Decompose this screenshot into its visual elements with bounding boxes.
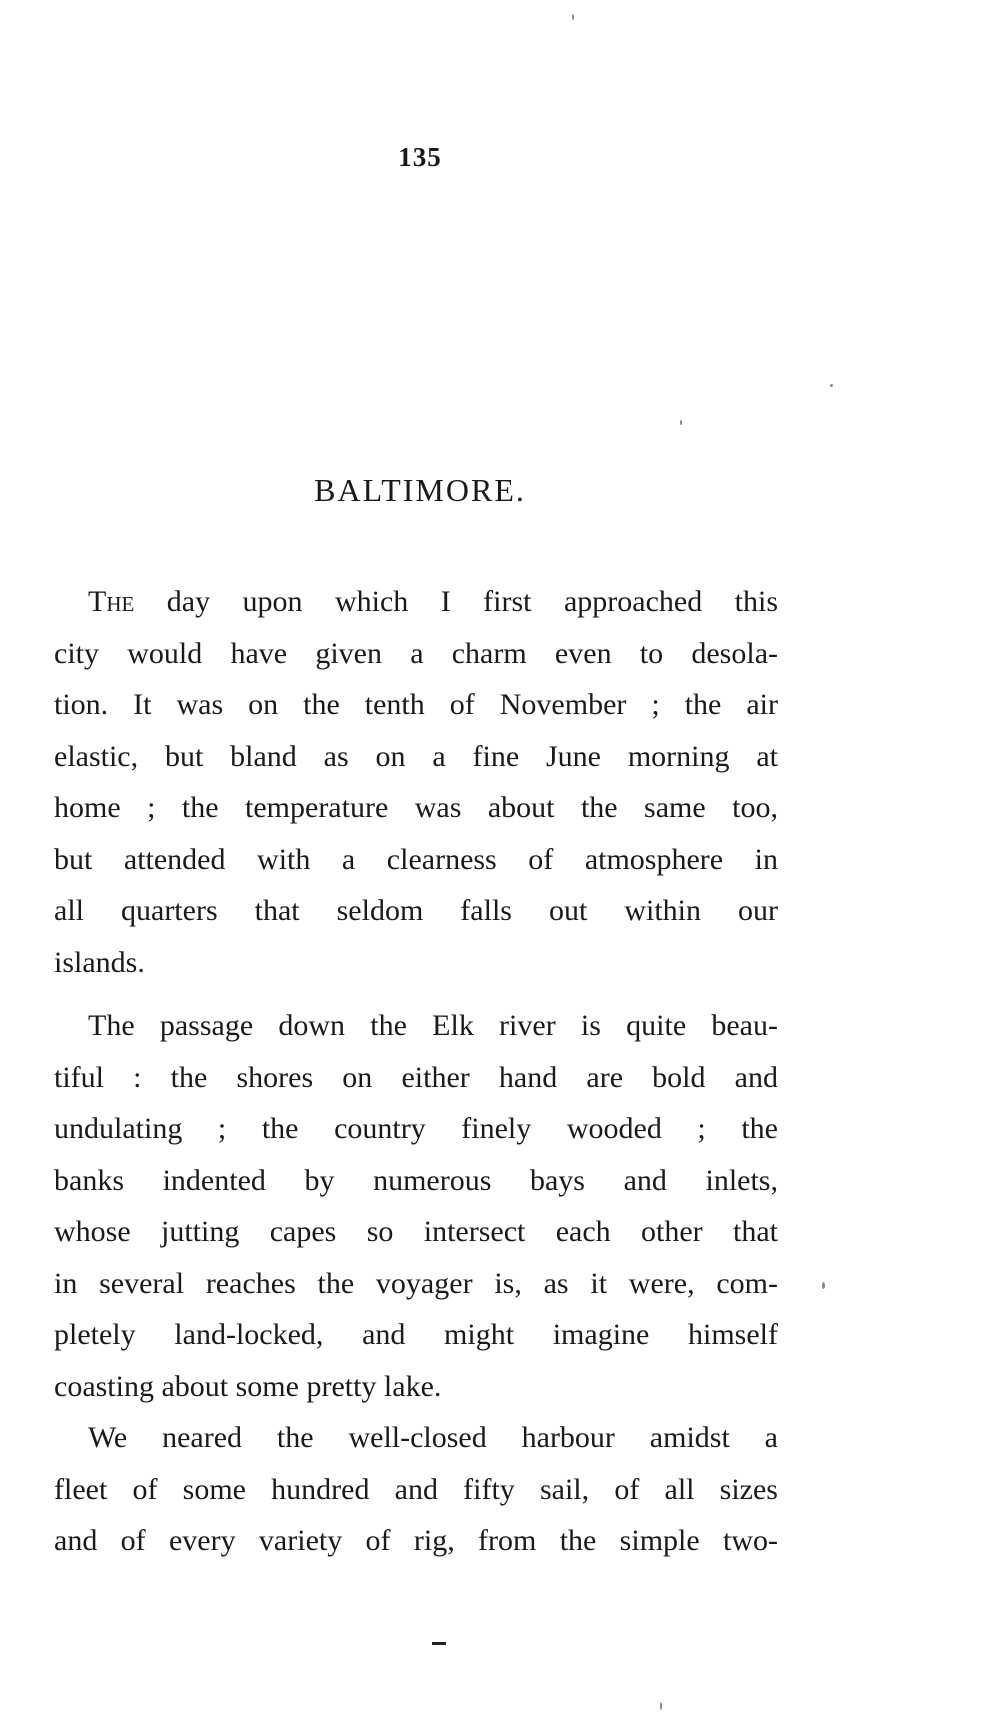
scan-speck (830, 384, 833, 387)
scan-speck (660, 1702, 662, 1710)
chapter-title: BALTIMORE. (314, 472, 526, 508)
text-line: whose jutting capes so intersect each other that (54, 1215, 778, 1248)
scan-speck (680, 420, 682, 425)
text-line: city would have given a charm even to desola- (54, 636, 778, 670)
footer-mark (432, 1642, 446, 1645)
page-number: 135 (398, 142, 442, 172)
text-line: banks indented by numerous bays and inlets, (54, 1163, 778, 1197)
text-line: tiful : the shores on either hand are bold and (54, 1060, 778, 1094)
scan-speck (572, 14, 574, 20)
text-line: We neared the well-closed harbour amidst a (88, 1421, 778, 1454)
text-line: undulating ; the country finely wooded ; the (54, 1112, 778, 1145)
text-line: but attended with a clearness of atmosphere in (54, 842, 778, 876)
text-line: home ; the temperature was about the same too, (54, 791, 778, 824)
text-line: all quarters that seldom falls out within our (54, 894, 778, 927)
small-caps-lead: The (88, 585, 135, 618)
text-line: in several reaches the voyager is, as it were, com- (54, 1266, 778, 1300)
text-line: elastic, but bland as on a fine June morning at (54, 739, 778, 773)
paragraph-2 (54, 1000, 778, 1412)
text-line: and of every variety of rig, from the simple two- (54, 1524, 778, 1557)
text-line: The day upon which I first approached this (88, 585, 778, 618)
text-line: tion. It was on the tenth of November ; the air (54, 688, 778, 721)
text-line: The passage down the Elk river is quite beau- (88, 1009, 778, 1042)
scan-speck (822, 1282, 825, 1289)
paragraph-3 (54, 1412, 778, 1567)
text-line: coasting about some pretty lake. (54, 1369, 442, 1403)
paragraph-1 (54, 576, 778, 988)
text-line: fleet of some hundred and fifty sail, of all sizes (54, 1472, 778, 1506)
text-line: islands. (54, 945, 145, 979)
text-line: pletely land-locked, and might imagine himself (54, 1318, 778, 1351)
